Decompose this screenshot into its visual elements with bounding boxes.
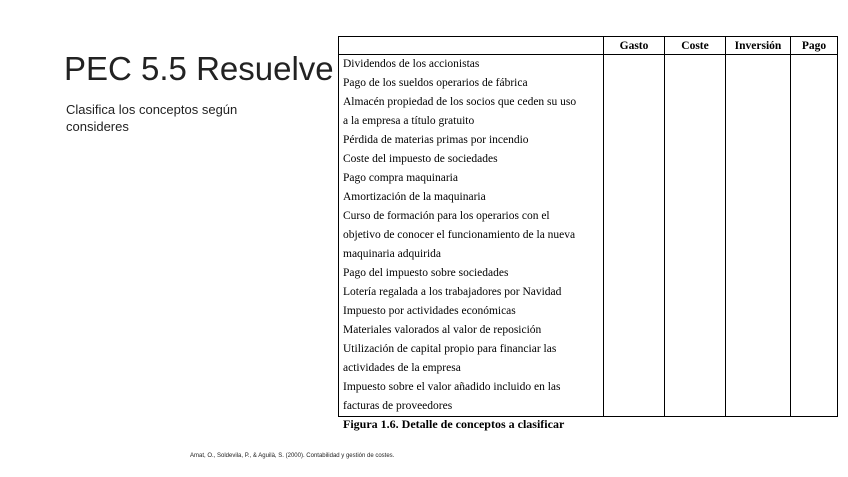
- header-pago: Pago: [791, 37, 838, 55]
- list-item: Pago del impuesto sobre sociedades: [343, 267, 509, 279]
- header-concept: [339, 37, 604, 55]
- list-item: objetivo de conocer el funcionamiento de la nueva: [343, 229, 576, 241]
- list-item: Impuesto sobre el valor añadido incluido en las: [343, 381, 561, 393]
- table-caption: Figura 1.6. Detalle de conceptos a clasificar: [343, 417, 565, 431]
- list-item: actividades de la empresa: [343, 362, 461, 374]
- list-item: Almacén propiedad de los socios que ceden su uso: [343, 96, 577, 108]
- list-item: maquinaria adquirida: [343, 248, 442, 260]
- list-item: Impuesto por actividades económicas: [343, 305, 516, 317]
- coste-column-cell: [665, 55, 726, 417]
- inversion-column-cell: [726, 55, 791, 417]
- table-body-row: [339, 55, 838, 417]
- header-inversion: Inversión: [726, 37, 791, 55]
- list-item: a la empresa a título gratuito: [343, 115, 475, 127]
- reference-citation: Amat, O., Soldevila, P., & Aguilà, S. (2000). Contabilidad y gestión de costes.: [190, 453, 395, 459]
- list-item: Curso de formación para los operarios con el: [343, 210, 550, 222]
- table-header-row: [339, 37, 838, 55]
- concept-list: [339, 55, 603, 416]
- pago-column-cell: [791, 55, 838, 417]
- list-item: Pago de los sueldos operarios de fábrica: [343, 77, 528, 89]
- slide-title: PEC 5.5 Resuelve: [64, 50, 334, 87]
- concepts-table: [338, 36, 838, 417]
- gasto-column-cell: [604, 55, 665, 417]
- slide-subtitle: Clasifica los conceptos según consideres: [66, 102, 238, 134]
- list-item: Amortización de la maquinaria: [343, 191, 486, 203]
- header-coste: Coste: [665, 37, 726, 55]
- list-item: Pago compra maquinaria: [343, 172, 458, 184]
- concept-column: [339, 55, 604, 417]
- list-item: Lotería regalada a los trabajadores por Navidad: [343, 286, 562, 298]
- list-item: Materiales valorados al valor de reposición: [343, 324, 542, 336]
- list-item: Utilización de capital propio para financiar las: [343, 343, 557, 355]
- list-item: Dividendos de los accionistas: [343, 58, 480, 70]
- list-item: Pérdida de materias primas por incendio: [343, 134, 529, 146]
- list-item: facturas de proveedores: [343, 400, 453, 412]
- list-item: Coste del impuesto de sociedades: [343, 153, 498, 165]
- header-gasto: Gasto: [604, 37, 665, 55]
